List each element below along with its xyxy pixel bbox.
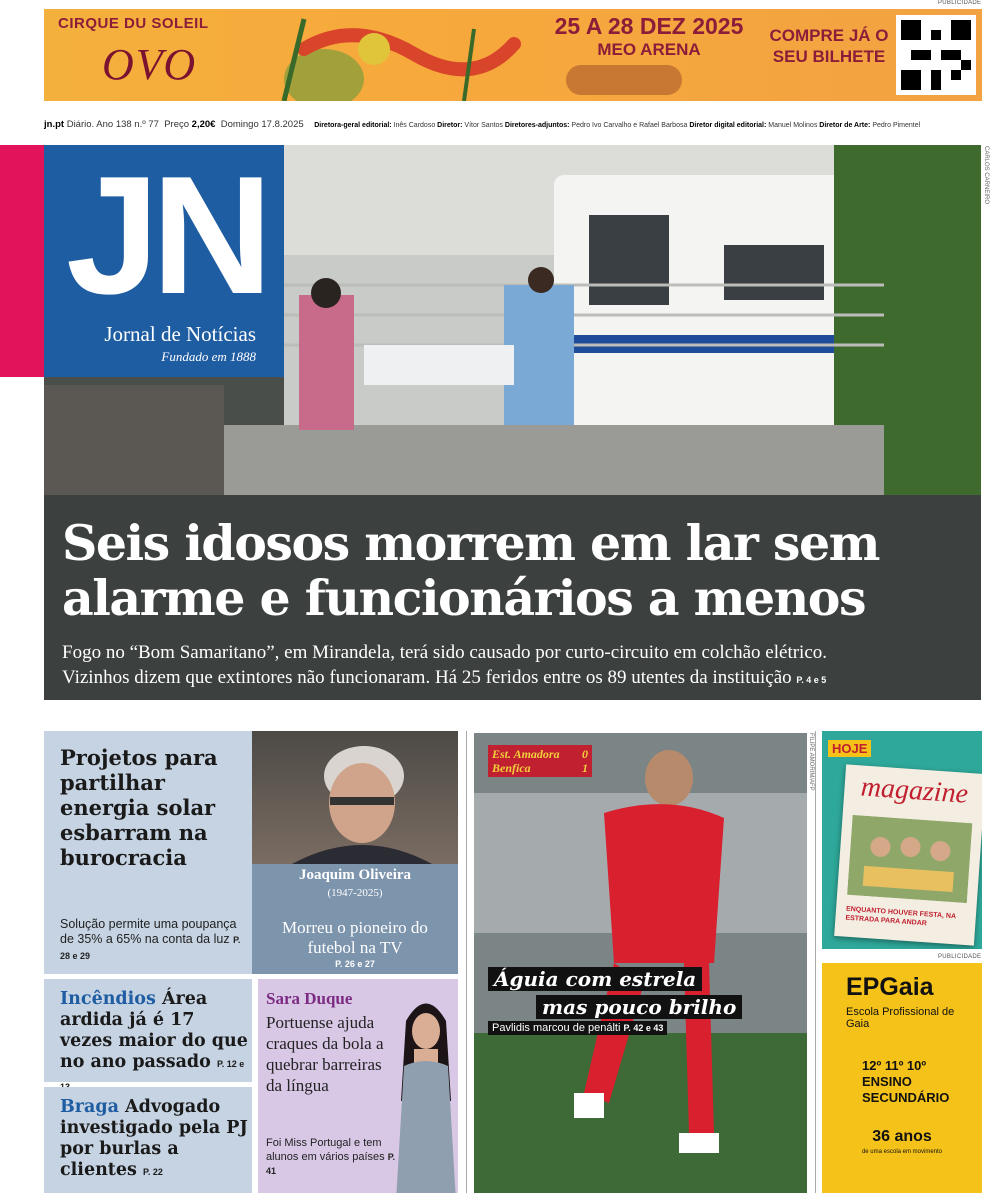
side-advertisement[interactable] bbox=[822, 963, 982, 1193]
magazine-promo[interactable] bbox=[822, 731, 982, 949]
masthead-logo[interactable] bbox=[44, 141, 284, 377]
football-summary bbox=[488, 1021, 667, 1035]
ad-label: PUBLICIDADE bbox=[938, 954, 982, 960]
portrait-figure bbox=[386, 991, 458, 1193]
ad-programs: 12º 11º 10º ENSINO SECUNDÁRIO bbox=[862, 1058, 950, 1105]
fires-brief[interactable] bbox=[44, 979, 252, 1082]
page-reference: P. 41 bbox=[266, 1152, 396, 1176]
brief-kicker: Braga bbox=[60, 1097, 119, 1117]
page-reference: P. 42 e 43 bbox=[623, 1023, 664, 1033]
score-row bbox=[492, 747, 588, 761]
staff-role: Diretor de Arte: bbox=[819, 122, 871, 129]
ad-logo: EPGaia bbox=[846, 973, 934, 1001]
football-summary-text: Pavlidis marcou de penálti bbox=[492, 1022, 621, 1034]
ad-venue: MEO ARENA bbox=[597, 40, 701, 59]
staff-role: Diretora-geral editorial: bbox=[314, 122, 392, 129]
team-score: 0 bbox=[582, 747, 588, 761]
magazine-cover-line: ENQUANTO HOUVER FESTA, NA ESTRADA PARA ANDAR bbox=[845, 905, 956, 928]
football-photo bbox=[474, 733, 807, 1193]
ad-years: 36 anos bbox=[872, 1128, 932, 1145]
page-reference: P. 26 e 27 bbox=[335, 959, 375, 969]
obituary-years: (1947-2025) bbox=[327, 887, 383, 899]
ad-label: PUBLICIDADE bbox=[938, 0, 982, 6]
story-summary-text: Foi Miss Portugal e tem alunos em vários países bbox=[266, 1137, 385, 1163]
top-advertisement[interactable] bbox=[44, 9, 982, 101]
qr-code-icon bbox=[896, 15, 976, 95]
staff-role: Diretores-adjuntos: bbox=[504, 122, 570, 129]
page-reference: P. 28 e 29 bbox=[60, 935, 241, 961]
portrait-photo bbox=[252, 731, 458, 864]
page-reference: P. 4 e 5 bbox=[796, 675, 827, 685]
story-title: Portuense ajuda craques da bola a quebrar barreiras da língua bbox=[266, 1013, 384, 1095]
staff-role: Diretor: bbox=[437, 122, 463, 129]
column-divider bbox=[466, 731, 467, 1193]
obituary-name: Joaquim Oliveira bbox=[298, 867, 412, 883]
edition-number: Diário. Ano 138 n.º 77 bbox=[66, 119, 159, 130]
price: 2,20€ bbox=[191, 119, 216, 130]
brief-text bbox=[60, 1097, 248, 1183]
story-kicker: Sara Duque bbox=[266, 989, 353, 1008]
staff-name: Pedro Pimentel bbox=[872, 122, 921, 129]
staff-name: Manuel Molinos bbox=[768, 122, 818, 129]
ad-cta[interactable]: COMPRE JÁ O SEU BILHETE bbox=[769, 26, 889, 66]
solar-story[interactable] bbox=[44, 731, 252, 974]
page-reference: P. 12 e bbox=[216, 1059, 245, 1069]
magazine-title: magazine bbox=[859, 771, 970, 810]
subheadline-line bbox=[62, 665, 977, 693]
ad-show-logo: OVO bbox=[102, 40, 198, 89]
issue-date: Domingo 17.8.2025 bbox=[220, 119, 304, 130]
brief-body: Área ardida já é 17 vezes maior do que no ano passado bbox=[60, 989, 248, 1072]
staff-name: Vítor Santos bbox=[464, 122, 503, 129]
story-summary-text: Solução permite uma poupança de 35% a 65% na conta da luz bbox=[60, 917, 237, 946]
subheadline-text: Vizinhos dizem que extintores não funcionaram. Há 25 feridos entre os 89 utentes da instituição bbox=[62, 667, 792, 688]
ad-school-name: Escola Profissional de Gaia bbox=[846, 1006, 955, 1030]
page-reference: P. 22 bbox=[142, 1167, 163, 1177]
masthead-name: Jornal de Notícias bbox=[104, 322, 256, 346]
staff-name: Inês Cardoso bbox=[393, 122, 436, 129]
main-subheadline bbox=[62, 640, 977, 693]
team-name: Benfica bbox=[492, 761, 531, 775]
magazine-cover-photo bbox=[847, 815, 972, 903]
brief-kicker: Incêndios bbox=[60, 989, 156, 1009]
ad-sponsors bbox=[566, 65, 682, 95]
obituary-title: Morreu o pioneiro do futebol na TV bbox=[282, 918, 428, 957]
braga-brief[interactable] bbox=[44, 1087, 252, 1193]
ad-dates: 25 A 28 DEZ 2025 bbox=[554, 13, 744, 39]
magazine-cover bbox=[834, 764, 982, 945]
main-headline[interactable]: Seis idosos morrem em lar sem alarme e funcionários a menos bbox=[62, 514, 879, 627]
score-row bbox=[492, 761, 588, 775]
team-name: Est. Amadora bbox=[492, 747, 560, 761]
edition-info-bar bbox=[44, 119, 982, 130]
staff-name: Pedro Ivo Carvalho e Rafael Barbosa bbox=[571, 122, 688, 129]
ad-slogan: de uma escola em movimento bbox=[861, 1149, 943, 1155]
football-headline: mas pouco brilho bbox=[536, 995, 742, 1019]
price-label: Preço bbox=[164, 119, 190, 130]
today-badge: HOJE bbox=[828, 740, 871, 757]
photo-credit: CARLOS CARNEIRO bbox=[983, 146, 989, 205]
scoreboard bbox=[488, 745, 592, 777]
story-summary bbox=[266, 1136, 396, 1178]
masthead-accent-bar bbox=[0, 145, 44, 377]
site-link[interactable]: jn.pt bbox=[44, 119, 65, 130]
story-title: Projetos para partilhar energia solar esbarram na burocracia bbox=[60, 745, 218, 870]
photo-credit: FILIPE AMORIM/AFP bbox=[808, 733, 814, 791]
ad-brand: CIRQUE DU SOLEIL bbox=[58, 15, 209, 32]
masthead-logo-letters: JN bbox=[66, 141, 265, 329]
masthead-founded: Fundado em 1888 bbox=[161, 349, 256, 364]
football-story[interactable] bbox=[474, 733, 807, 1193]
brief-body: Advogado investigado pela PJ por burlas a clientes bbox=[60, 1097, 248, 1180]
staff-credits bbox=[314, 122, 920, 129]
story-summary bbox=[60, 917, 245, 964]
brief-text bbox=[60, 989, 248, 1098]
staff-role: Diretor digital editorial: bbox=[689, 122, 767, 129]
column-divider bbox=[815, 731, 816, 1193]
subheadline-line: Fogo no “Bom Samaritano”, em Mirandela, terá sido causado por curto-circuito em colchão elétrico. bbox=[62, 642, 828, 663]
obituary-story[interactable] bbox=[252, 731, 458, 974]
sara-duque-story[interactable] bbox=[258, 979, 458, 1193]
team-score: 1 bbox=[582, 761, 588, 775]
ad-artwork bbox=[264, 9, 524, 101]
football-headline: Águia com estrela bbox=[488, 967, 702, 991]
